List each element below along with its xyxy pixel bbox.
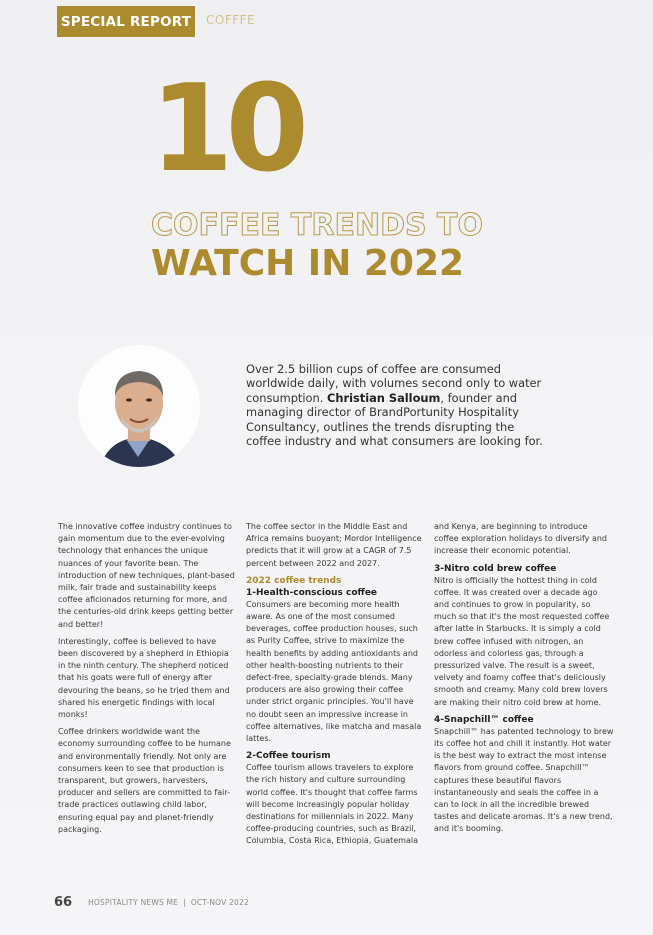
page-footer: [54, 895, 249, 910]
trend-4-body: Snapchill™ has patented technology to brew its coffee hot and chill it instantly. Hot water is the best way to extract the most intense flavors from ground coffee. Snapchill™ captures these beautiful flavors instantaneously and seals the coffee in a can to lock in all the incredible brewed tastes and delicate aromas. It's a new trend, and it's booming.: [434, 726, 614, 834]
paragraph: Coffee drinkers worldwide want the economy surrounding coffee to be humane and environmentally friendly. Not only are consumers keen to see that production is transparent, but growers, harvesters, producer and sellers are committed to fair-trade practices outlawing child labor, ensuring equal pay and planet-friendly packaging.: [58, 727, 231, 834]
headline-solid: WATCH IN 2022: [151, 243, 465, 284]
paragraph: Interestingly, coffee is believed to have been discovered by a shepherd in Ethiopia in the ninth century. The shepherd noticed that his goats were full of energy after devouring the beans, so he tried them and shared his energetic findings with local monks!: [58, 636, 230, 720]
article-intro: [246, 362, 546, 448]
column-1: [58, 521, 236, 841]
trend-2-body: Coffee tourism allows travelers to explore the rich history and culture surrounding world coffee. It's thought that coffee farms will become increasingly popular holiday destinations for millennials in 2022. Many coffee-producing countries, such as Brazil, Columbia, Costa Rica, Ethiopia, Guatemala: [246, 763, 418, 846]
publication-name: HOSPITALITY NEWS ME: [88, 898, 179, 907]
footer-separator: |: [183, 898, 186, 907]
headline-outline: COFFEE TRENDS TO: [151, 208, 484, 243]
subheading-trends: 2022 coffee trends: [246, 575, 342, 586]
trend-1-title: 1-Health-conscious coffee: [246, 587, 378, 598]
intro-text-start: Over 2.5 billion cups of coffee are consumed worldwide daily, with volumes second only to water consumption.: [246, 362, 542, 405]
column-2: [246, 521, 424, 853]
author-name: Christian Salloum: [327, 390, 441, 405]
paragraph: The innovative coffee industry continues to gain momentum due to the ever-evolving technology that enhances the unique nuances of your favorite bean. The introduction of new techniques, plant-based milk, fair trade and sustainability keeps coffee aficionados returning for more, and the centuries-old drink keeps getting better and better!: [58, 522, 235, 629]
trend-3-body: Nitro is officially the hottest thing in cold coffee. It was created over a decade ago and continues to grow in popularity, so much so that it's the most requested coffee after latte in Starbucks. It is simply a cold brew coffee infused with nitrogen, an odorless and colorless gas, through a pressurized valve. The result is a sweet, velvety and foamy coffee that's deliciously smooth and creamy. Many cold brew lovers are making their nitro cold brew at home.: [434, 575, 610, 707]
trend-3-title: 3-Nitro cold brew coffee: [434, 563, 557, 574]
person-portrait-icon: [78, 345, 200, 467]
page-number: 66: [54, 895, 73, 910]
issue-date: OCT-NOV 2022: [190, 898, 249, 907]
column-3: [434, 521, 614, 841]
trend-1-body: Consumers are becoming more health aware. As one of the most consumed beverages, coffee production houses, such as Purity Coffee, strive to maximize the health benefits by adding antioxidants and other health-boosting nutrients to their defect-free, specialty-grade blends. Many producers are also growing their coffee under strict organic principles. You'll have no doubt seen an impressive increase in coffee alternatives, like matcha and masala lattes.: [246, 599, 422, 744]
paragraph: The coffee sector in the Middle East and Africa remains buoyant; Mordor Intelligence predicts that it will grow at a CAGR of 7.5 percent between 2022 and 2027.: [246, 522, 422, 568]
section-category: COFFFE: [206, 13, 256, 27]
paragraph: and Kenya, are beginning to introduce coffee exploration holidays to diversify and increase their economic potential.: [434, 522, 608, 556]
trend-2-title: 2-Coffee tourism: [246, 751, 331, 762]
author-portrait: [78, 345, 200, 467]
intro-text-end: , founder and managing director of BrandPortunity Hospitality Consultancy, outlines the trends disrupting the coffee industry and what consumers are looking for.: [246, 390, 543, 449]
hero-number: 10: [150, 60, 301, 199]
trend-4-title: 4-Snapchill™ coffee: [434, 714, 534, 725]
section-tag: SPECIAL REPORT: [57, 6, 195, 37]
